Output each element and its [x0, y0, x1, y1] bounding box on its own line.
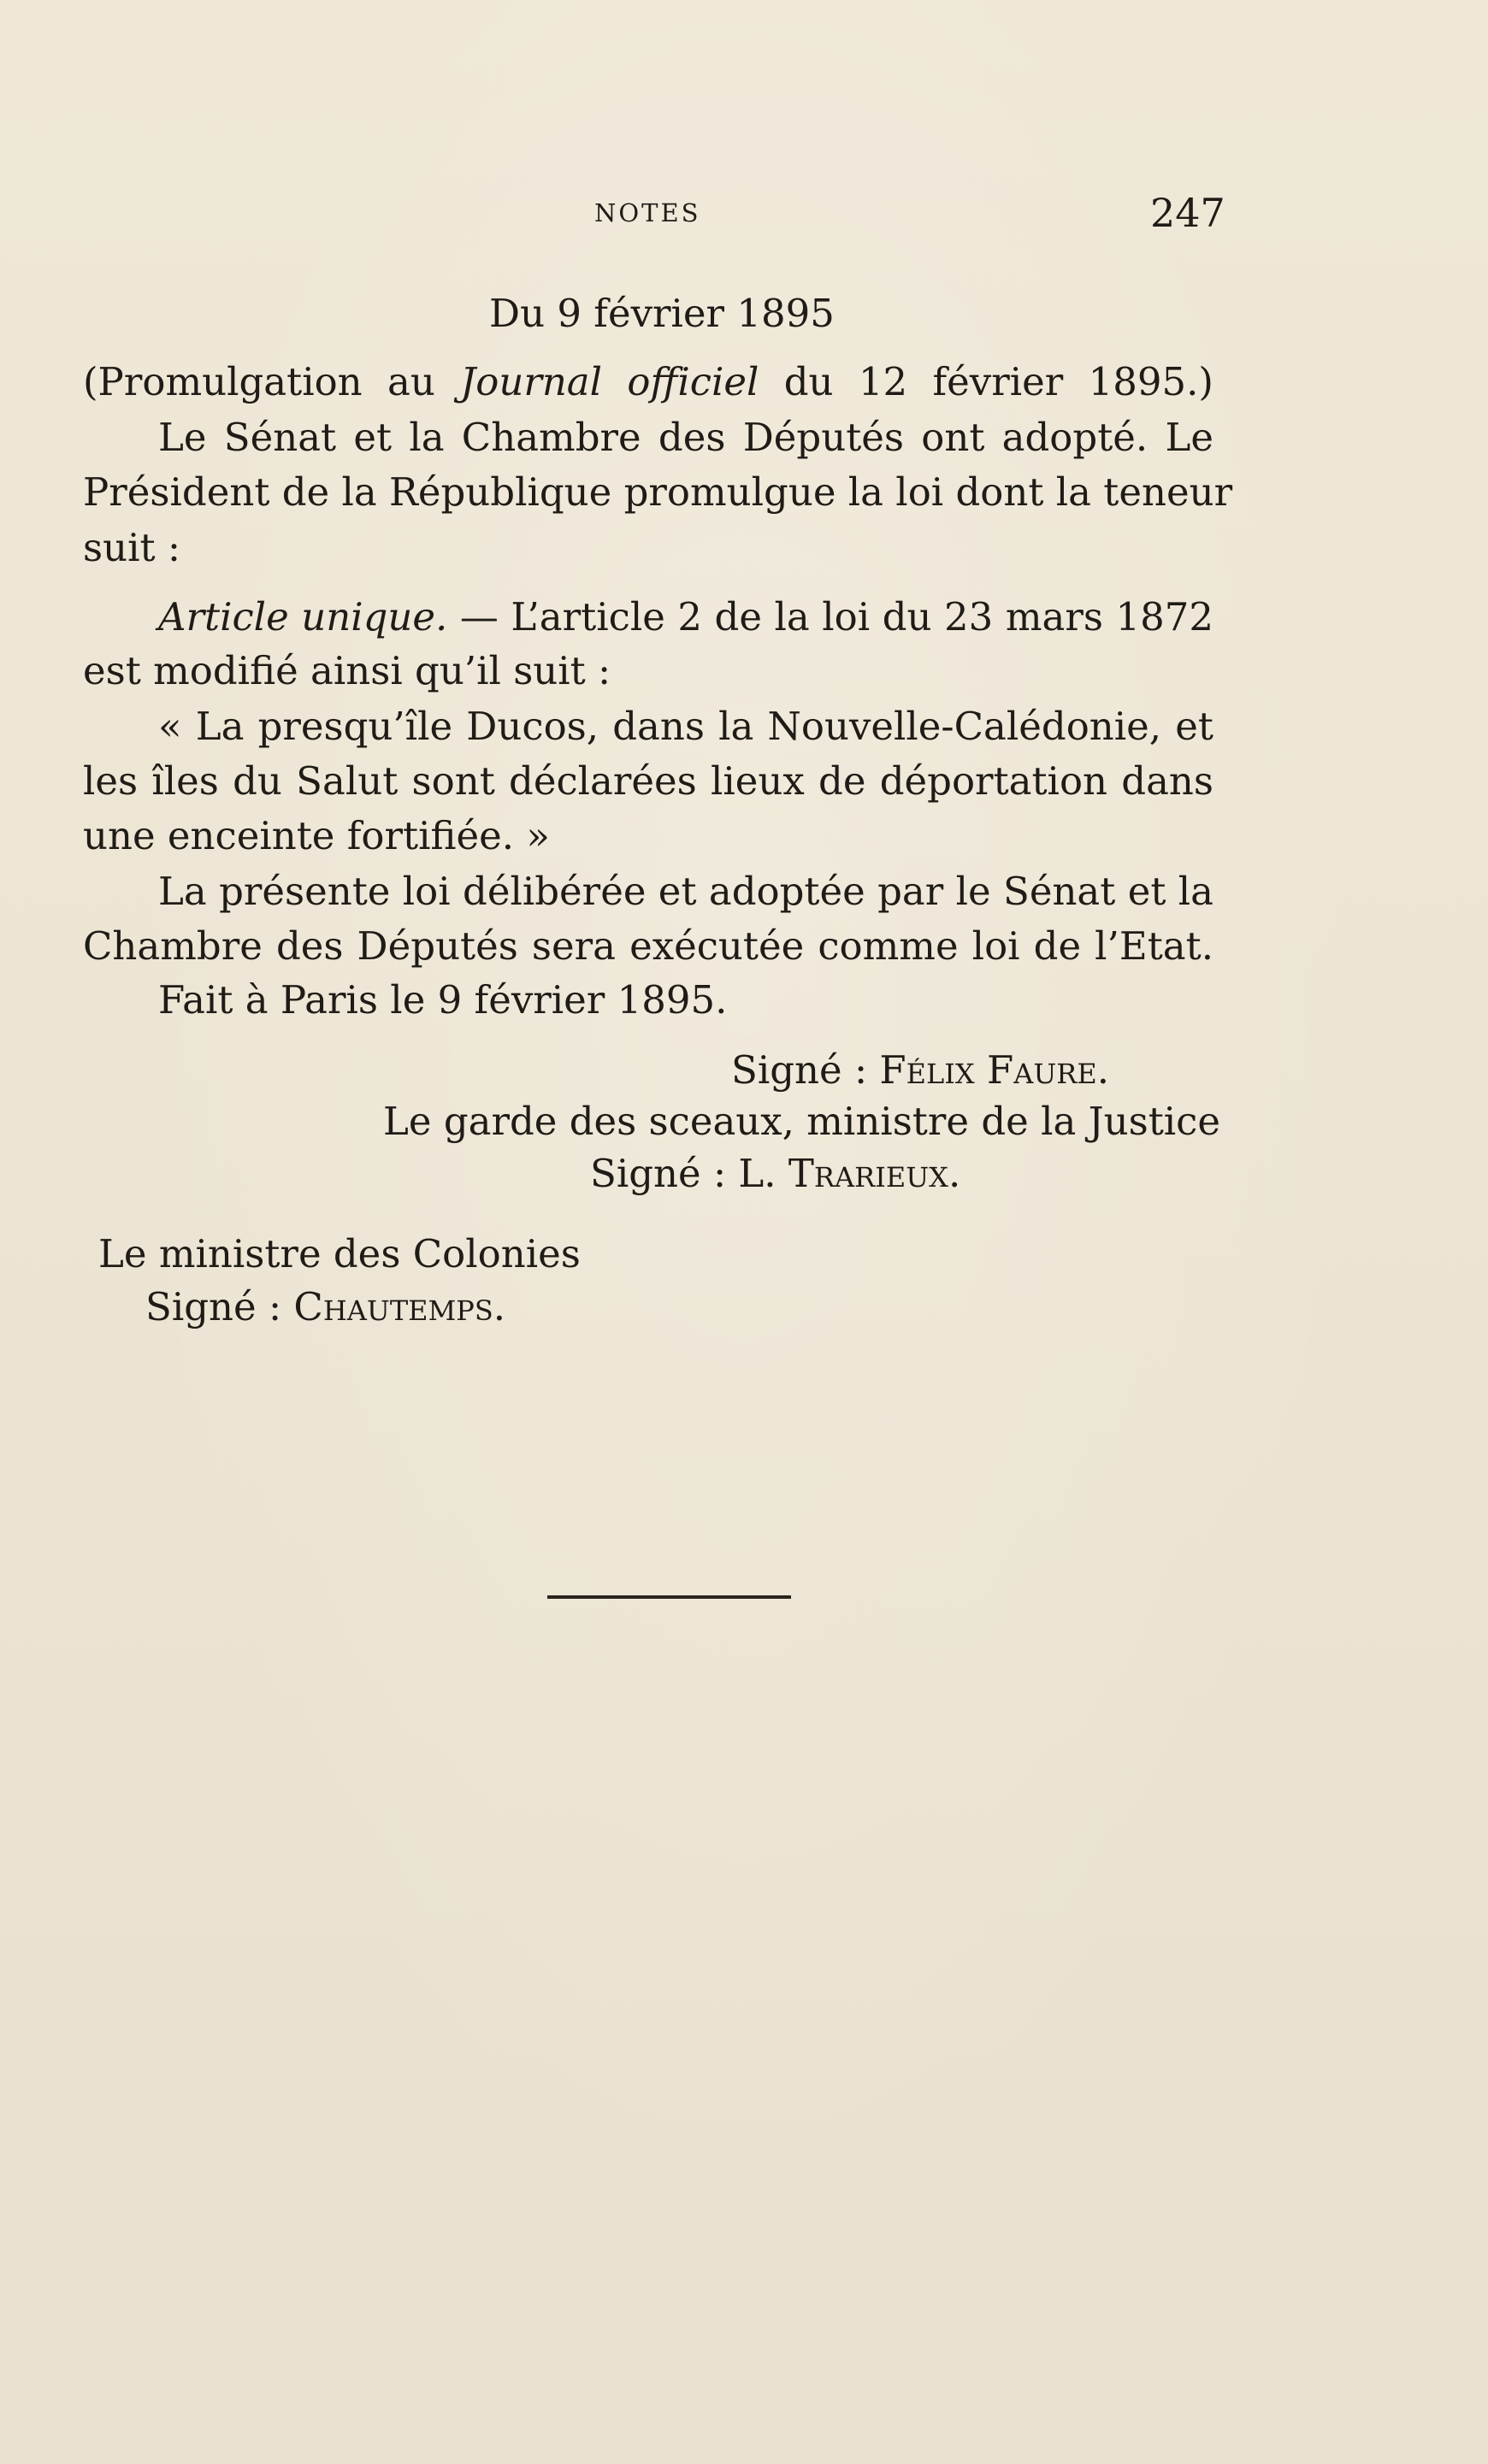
- president-signature-prefix: Signé :: [731, 1047, 880, 1093]
- paragraph-4: Fait à Paris le 9 février 1895.: [158, 977, 728, 1023]
- president-name: Félix Faure.: [879, 1047, 1110, 1093]
- running-header: NOTES: [594, 198, 701, 227]
- president-signature: [731, 1047, 1109, 1093]
- journal-officiel: Journal officiel: [460, 359, 759, 404]
- promulgation-open: (Promulgation au: [83, 359, 461, 404]
- promulgation-close: du 12 février 1895.): [759, 359, 1213, 404]
- paragraph-1-line-1: Le Sénat et la Chambre des Députés ont adopté. Le: [158, 415, 1213, 460]
- article-line-2: est modifié ainsi qu’il suit :: [83, 648, 611, 693]
- paragraph-3-line-2: Chambre des Députés sera exécutée comme loi de l’Etat.: [83, 923, 1213, 969]
- quote-line-1: « La presqu’île Ducos, dans la Nouvelle-Calédonie, et: [158, 704, 1213, 749]
- article-label: Article unique.: [158, 594, 448, 640]
- justice-name: Trarieux.: [788, 1151, 961, 1196]
- article-line-1: [158, 594, 1213, 640]
- page-number: 247: [1150, 190, 1225, 236]
- paragraph-3-line-1: La présente loi délibérée et adoptée par le Sénat et la: [158, 869, 1213, 914]
- quote-line-2: les îles du Salut sont déclarées lieux de déportation dans: [83, 758, 1213, 804]
- colonies-name: Chautemps.: [293, 1284, 506, 1329]
- justice-signature-prefix: Signé : L.: [590, 1151, 788, 1196]
- colonies-signature: [145, 1284, 505, 1329]
- article-line-1-rest: — L’article 2 de la loi du 23 mars 1872: [447, 594, 1213, 640]
- paragraph-1-line-2: Président de la République promulgue la loi dont la teneur: [83, 469, 1233, 515]
- quote-line-3: une enceinte fortifiée. »: [83, 813, 550, 858]
- date-heading: Du 9 février 1895: [489, 291, 835, 336]
- justice-signature: [590, 1151, 960, 1196]
- colonies-signature-prefix: Signé :: [145, 1284, 294, 1329]
- paragraph-1-line-3: suit :: [83, 525, 181, 570]
- promulgation-line: [83, 359, 1213, 404]
- end-rule: [547, 1595, 791, 1599]
- colonies-minister-title: Le ministre des Colonies: [98, 1231, 581, 1276]
- justice-minister-title: Le garde des sceaux, ministre de la Justice: [383, 1099, 1221, 1144]
